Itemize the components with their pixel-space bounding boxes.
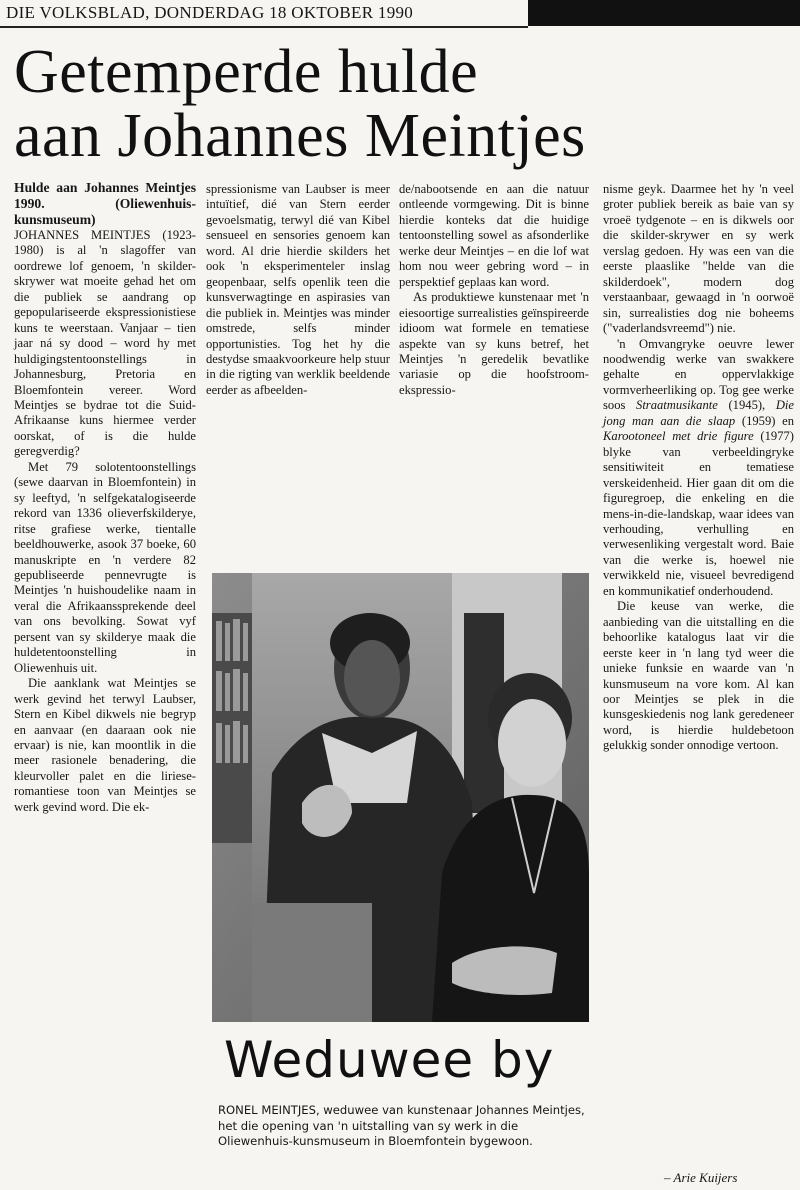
paragraph-text: (1977) blyke van verbeeldingryke sensitiwiteit en tematiese verskeidenheid. Hier gaan dit om die figuregroep, die enkeling en die mens-in-die-landskap, waar idees van verhouding, verhulling en verwesenliking vergestalt word. Baie van die werke is, hoewel nie verwikkeld nie, visueel bevredigend en kommunikatief onderhoudend. xyxy=(603,429,794,598)
paragraph: Die aanklank wat Meintjes se werk gevind het terwyl Laubser, Stern en Kibel dikwels nie begryp en aanvaar (en daaraan ook nie ervaar) is nie, kan moontlik in die meer rasionele benadering, die kleurvoller palet en die liriese-romantiese toon van Meintjes se werk gevind word. Die ek- xyxy=(14,676,196,814)
headline-line-2: aan Johannes Meintjes xyxy=(14,102,586,170)
headline xyxy=(14,40,794,168)
paragraph: JOHANNES MEINTJES (1923-1980) is al 'n slagoffer van oordrewe lof genoem, 'n skilder-skrywer wat moeite gehad het om die publiek se aandrang op gepopulariseerde ekspressionistiese kuns te weerstaan. Vanjaar – tien jaar ná sy dood – word hy met huldigingstentoonstellings in Johannesburg, Pretoria en Bloemfontein vereer. Word Meintjes se bydrae tot die Suid-Afrikaanse kuns hiermee verder oorskat, of is die hulde geregverdig? xyxy=(14,228,196,459)
paragraph-text: 'n Omvangryke oeuvre lewer noodwendig werke van swakkere gehalte en oppervlakkige vormverheerliking op. Tog gee werke soos xyxy=(603,336,794,413)
paragraph: de/nabootsende en aan die natuur ontleende vormgewing. Dit is binne hierdie konteks dat die huidige tentoonstelling sowel as afsonderlike werke deur Meintjes – en die lof wat hom nou weer gebring word – in perspektief geplaas kan word. xyxy=(399,182,589,289)
article-column-1 xyxy=(14,180,196,1180)
headline-line-1: Getemperde hulde xyxy=(14,38,479,106)
paragraph: Die keuse van werke, die aanbieding van die uitstalling en die behoorlike katalogus laat vir die eerste keer in 'n lang tyd weer die unieke funksie en waarde van 'n kunsmuseum na vore kom. Al kan oor Meintjes se plek in die kunsgeskiedenis nog lank geredeneer word, is hierdie huldebetoon gelukkig sonder onnodige vertoon. xyxy=(603,599,794,753)
paragraph: nisme geyk. Daarmee het hy 'n veel groter publiek bereik as baie van sy vroeë tydgenote – en is dikwels oor die skilder-skrywer en sy werk verslag gedoen. Hy was een van die eerste plaaslike "helde van die skilderdoek", modern dog verstaanbaar, gewaagd in 'n oorwoë sin, surrealisties dog nie boheems ("vaderlandsvreemd") nie. xyxy=(603,182,794,336)
photo-subhead: Weduwee by xyxy=(224,1031,555,1089)
article-column-2 xyxy=(206,182,390,552)
masthead xyxy=(0,0,800,28)
artwork-title: Die jong man aan die slaap xyxy=(603,398,794,428)
article-column-3 xyxy=(399,182,589,552)
caption-name: RONEL MEINTJES xyxy=(218,1103,316,1117)
caption-text: , weduwee van kunstenaar Johannes Meintjes, het die opening van 'n uitstalling van sy werk in die Oliewenhuis-kunsmuseum in Bloemfontein bygewoon. xyxy=(218,1103,585,1148)
masthead-black-block xyxy=(528,0,800,26)
photo-image xyxy=(212,573,589,1022)
article-column-4 xyxy=(603,182,794,1182)
paragraph-text: (1959) en xyxy=(735,413,794,428)
paragraph: Met 79 solotentoonstellings (sewe daarvan in Bloemfontein) in sy leeftyd, 'n selfgekatalogiseerde rekord van 1336 olieverfskilderye, ritse grafiese werke, tientalle beeldhouwerke, asook 37 boeke, 60 manuskripte en 'n verdere 82 gepubliseerde pennevrugte is Meintjes 'n huishoudelike naam in veral die Afrikaanssprekende deel van ons bevolking. Sowat vyf persent van sy skilderye maak die huldetentoonstelling in Oliewenhuis uit. xyxy=(14,459,196,675)
artwork-title: Straatmusikante xyxy=(636,398,718,413)
paragraph: As produktiewe kunstenaar met 'n eiesoortige surrealisties geïnspireerde idioom wat formele en tematiese aspekte van sy kuns betref, het Meintjes 'n geredelik bevatlike variasie op die hoofstroom-ekspressio- xyxy=(399,290,589,397)
paragraph-text: (1945), xyxy=(717,398,776,413)
paragraph xyxy=(603,337,794,600)
lead-title: Hulde aan Johannes Meintjes 1990. (Oliewenhuis-kunsmuseum) xyxy=(14,180,196,227)
masthead-bar xyxy=(0,0,528,28)
photo xyxy=(212,573,589,1022)
paragraph: spressionisme van Laubser is meer intuïtief, dié van Stern eerder gevoelsmatig, terwyl dié van Kibel sensueel en sensories genoem kan word. Al drie hierdie skilders het ook 'n eksperimenteler inslag geopenbaar, selfs openlik teen die kunsverwagtinge en aspirasies van die publiek in. Meintjes was minder omstrede, selfs minder opportunisties. Tog het hy die destydse smaakvoorkeure help stuur in die rigting van werklik beeldende eerder as afbeelden- xyxy=(206,182,390,397)
masthead-text: DIE VOLKSBLAD, DONDERDAG 18 OKTOBER 1990 xyxy=(6,3,414,22)
artwork-title: Karootoneel met drie figure xyxy=(603,429,754,444)
byline: – Arie Kuijers xyxy=(664,1170,738,1185)
photo-caption xyxy=(218,1103,592,1150)
